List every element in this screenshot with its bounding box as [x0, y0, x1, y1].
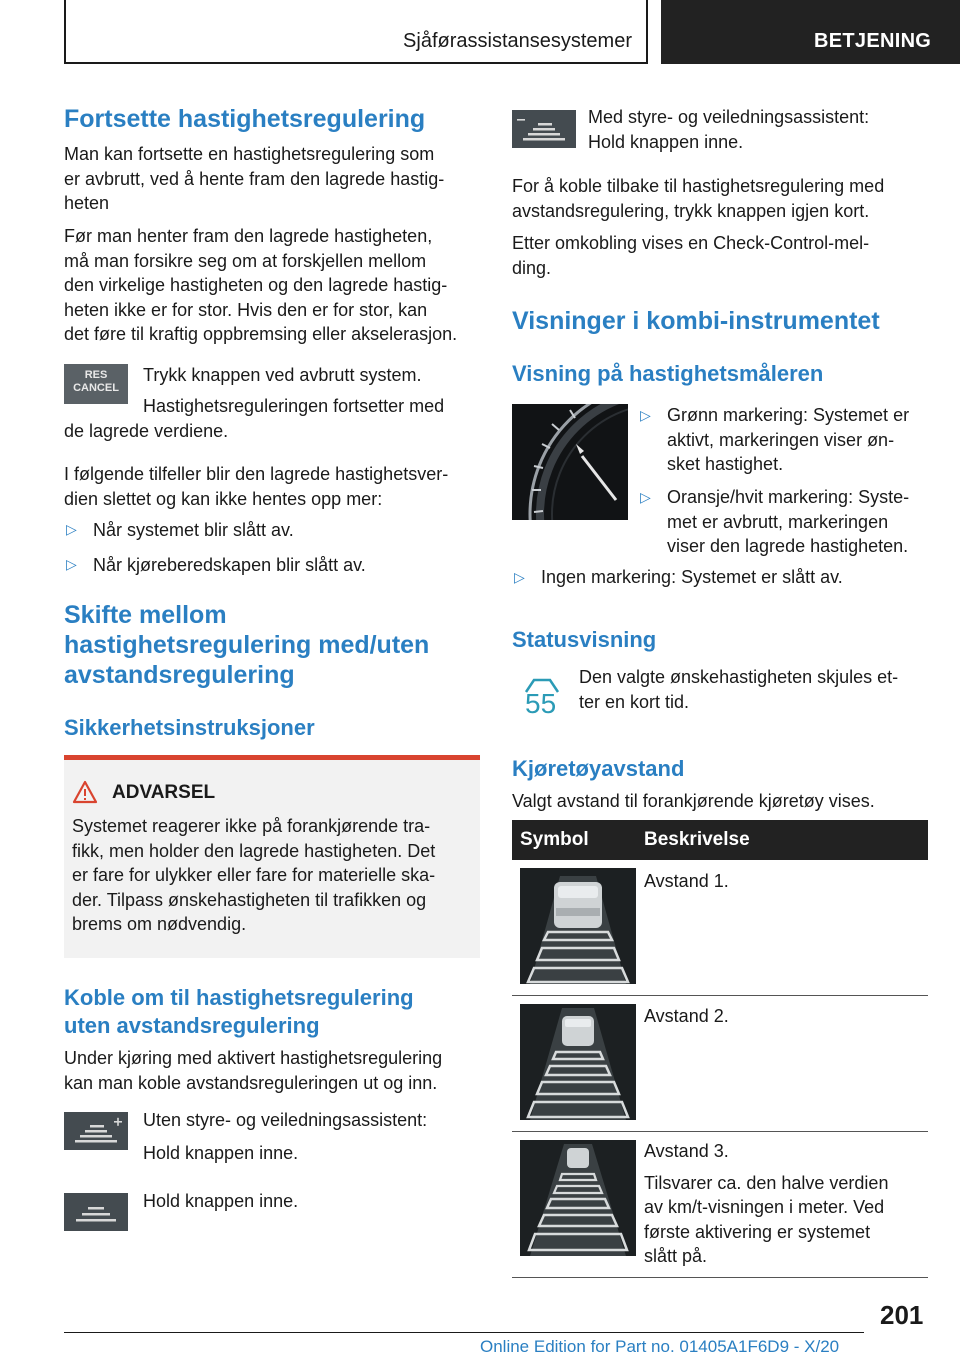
status-speed-number: 55 — [525, 688, 557, 719]
text-line: må man forsikre seg om at forskjellen mellom — [64, 250, 427, 271]
text-line: brems om nødvendig. — [72, 914, 247, 934]
warning-text — [72, 814, 472, 937]
table-row-divider — [512, 1277, 928, 1278]
bullet-triangle-icon: ▷ — [66, 556, 77, 572]
status-text — [579, 665, 929, 714]
bullet-item: Når systemet blir slått av. — [93, 520, 294, 540]
paragraph-deleted-cases — [64, 462, 484, 511]
heading-switch — [64, 600, 429, 690]
bullet-triangle-icon: ▷ — [640, 489, 651, 505]
btn3-text-2: Hold knappen inne. — [588, 132, 744, 152]
warning-title: ADVARSEL — [112, 782, 216, 803]
page-number: 201 — [880, 1300, 924, 1330]
distance-plus-button-icon — [64, 1112, 128, 1150]
text-line: sket hastighet. — [667, 454, 784, 474]
distance-intro: Valgt avstand til forankjørende kjøretøy vises. — [512, 791, 875, 811]
paragraph-switch-back — [512, 174, 932, 223]
heading-distance: Kjøretøyavstand — [512, 756, 685, 781]
bullet-triangle-icon: ▷ — [66, 521, 77, 537]
text-line: der. Tilpass ønskehastigheten til trafikken og — [72, 889, 427, 910]
bullet-item: Ingen markering: Systemet er slått av. — [541, 567, 843, 587]
text-line: første aktivering er systemet — [644, 1221, 871, 1242]
text-line: fikk, men holder den lagrede hastigheten. Det — [72, 840, 436, 861]
heading-status: Statusvisning — [512, 627, 657, 652]
bullet-item — [667, 403, 929, 477]
warning-triangle-icon — [72, 780, 98, 804]
paragraph-continue-1 — [64, 142, 484, 216]
text-line: Før man henter fram den lagrede hastigheten, — [64, 226, 433, 246]
text-line: Avstand 3. — [644, 1141, 729, 1161]
text-line: Grønn markering: Systemet er — [667, 405, 910, 425]
text-line: Systemet reagerer ikke på forankjørende tra- — [72, 816, 431, 836]
btn1-text-1: Uten styre- og veiledningsassistent: — [143, 1110, 428, 1130]
footer-rule — [64, 1332, 864, 1333]
text-line: heten — [64, 193, 110, 213]
table-row-divider — [512, 1131, 928, 1132]
res-text-1: Trykk knappen ved avbrutt system. — [143, 365, 422, 385]
footer-edition-link[interactable]: Online Edition for Part no. 01405A1F6D9 - X/20 — [480, 1337, 840, 1356]
distance-3-symbol-image — [520, 1140, 636, 1256]
speedometer-image — [512, 404, 628, 520]
text-line: slått på. — [644, 1246, 708, 1266]
header-chapter-title: BETJENING — [814, 30, 932, 52]
text-line: av km/t-visningen i meter. Ved — [644, 1197, 885, 1217]
heading-line: hastighetsregulering med/uten — [64, 631, 430, 659]
bullet-item: Når kjøreberedskapen blir slått av. — [93, 555, 366, 575]
header-section-tab — [64, 0, 648, 64]
paragraph-continue-2 — [64, 224, 484, 347]
text-line: avstandsregulering, trykk knappen igjen kort. — [512, 200, 870, 221]
distance-3-description — [644, 1139, 924, 1269]
text-line: ter en kort tid. — [579, 691, 690, 712]
text-line: I følgende tilfeller blir den lagrede hastighetsver- — [64, 464, 449, 484]
text-line: Man kan fortsette en hastighetsregulering som — [64, 144, 435, 164]
text-line: viser den lagrede hastigheten. — [667, 536, 909, 556]
paragraph-check-control — [512, 231, 932, 280]
header-chapter-tab — [661, 0, 960, 64]
paragraph-recouple — [64, 1046, 484, 1095]
distance-2-symbol-image — [520, 1004, 636, 1120]
table-header — [512, 820, 928, 860]
text-line: Under kjøring med aktivert hastighetsregulering — [64, 1048, 443, 1068]
res-text-3: de lagrede verdiene. — [64, 421, 229, 441]
status-speed-icon — [512, 672, 568, 722]
text-line: den virkelige hastigheten og den lagrede hastig- — [64, 275, 448, 295]
heading-line: uten avstandsregulering — [64, 1013, 320, 1038]
text-line: aktivt, markeringen viser øn- — [667, 429, 895, 450]
text-line: Etter omkobling vises en Check-Control-mel- — [512, 233, 870, 253]
warning-bar — [64, 755, 480, 760]
heading-speedo: Visning på hastighetsmåleren — [512, 361, 824, 386]
distance-1-symbol-image — [520, 868, 636, 984]
distance-2-description: Avstand 2. — [644, 1006, 729, 1026]
btn2-text: Hold knappen inne. — [143, 1191, 299, 1211]
distance-button-icon — [64, 1193, 128, 1231]
table-row-divider — [512, 995, 928, 996]
btn3-text-1: Med styre- og veiledningsassistent: — [588, 107, 870, 127]
bullet-triangle-icon: ▷ — [640, 407, 651, 423]
text-line: er avbrutt, ved å hente fram den lagrede hastig- — [64, 168, 445, 189]
bullet-triangle-icon: ▷ — [514, 569, 525, 585]
text-line: Tilsvarer ca. den halve verdien — [644, 1172, 889, 1193]
table-header-description: Beskrivelse — [644, 829, 750, 850]
btn1-text-2: Hold knappen inne. — [143, 1143, 299, 1163]
text-line: met er avbrutt, markeringen — [667, 511, 889, 532]
text-line: dien slettet og kan ikke hentes opp mer: — [64, 488, 383, 509]
heading-continue: Fortsette hastighetsregulering — [64, 105, 426, 133]
heading-line: Skifte mellom — [64, 601, 227, 629]
heading-line: avstandsregulering — [64, 661, 295, 689]
text-line: For å koble tilbake til hastighetsregulering med — [512, 176, 885, 196]
distance-minus-button-icon — [512, 110, 576, 148]
table-header-symbol: Symbol — [520, 829, 589, 850]
heading-line: Koble om til hastighetsregulering — [64, 985, 414, 1010]
res-cancel-button-icon: RES CANCEL — [64, 364, 128, 404]
text-line: Den valgte ønskehastigheten skjules et- — [579, 667, 899, 687]
text-line: ding. — [512, 257, 552, 278]
heading-displays: Visninger i kombi-instrumentet — [512, 307, 880, 335]
res-text-2: Hastighetsreguleringen fortsetter med — [143, 396, 445, 416]
text-line: er fare for ulykker eller fare for materielle ska- — [72, 865, 436, 885]
text-line: det føre til kraftig oppbremsing eller akselerasjon. — [64, 324, 458, 344]
heading-recouple — [64, 984, 414, 1040]
distance-1-description: Avstand 1. — [644, 871, 729, 891]
header-section-title: Sjåførassistansesystemer — [403, 30, 632, 52]
text-line: kan man koble avstandsreguleringen ut og inn. — [64, 1072, 438, 1093]
text-line: heten ikke er for stor. Hvis den er for stor, kan — [64, 299, 428, 320]
bullet-item — [667, 485, 929, 559]
heading-safety: Sikkerhetsinstruksjoner — [64, 715, 315, 740]
text-line: Oransje/hvit markering: Syste- — [667, 487, 910, 507]
